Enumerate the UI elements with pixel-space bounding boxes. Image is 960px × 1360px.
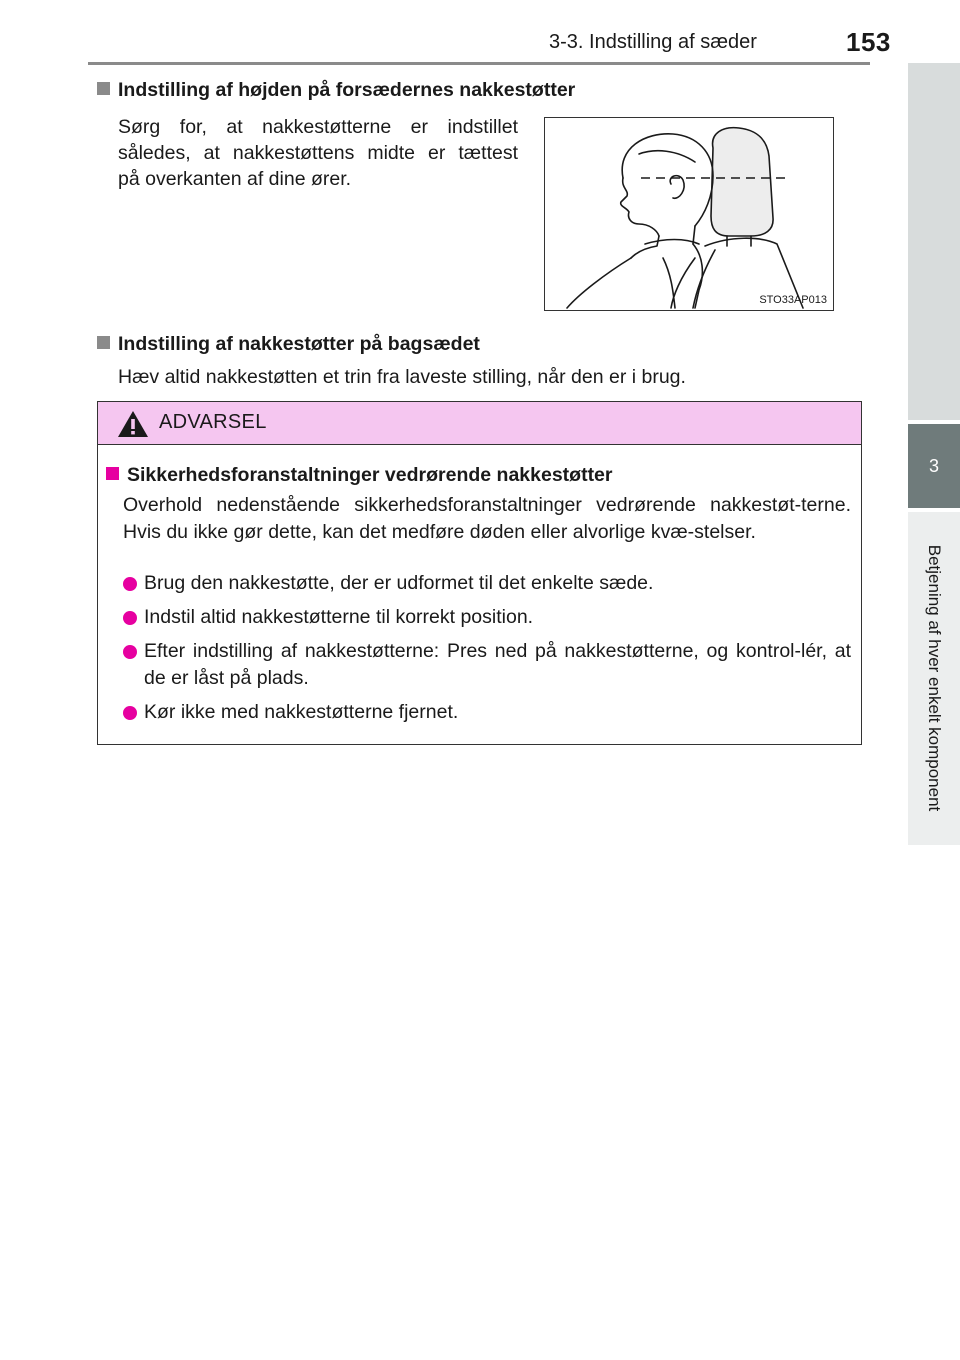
side-tab-top xyxy=(908,63,960,420)
warning-bullet: Kør ikke med nakkestøtterne fjernet. xyxy=(123,699,851,726)
header-section-title: 3-3. Indstilling af sæder xyxy=(549,31,757,53)
section-square-icon xyxy=(97,336,110,349)
warning-intro: Overhold nedenstående sikkerhedsforanstaltninger vedrørende nakkestøt-terne. Hvis du ikke gør dette, kan det medføre døden eller alvorlige kvæ-stelser. xyxy=(123,494,851,543)
warning-heading xyxy=(106,464,613,487)
headrest-illustration xyxy=(544,117,834,311)
section-heading-rear xyxy=(97,333,480,356)
warning-bullet-list xyxy=(123,570,851,733)
chapter-label: Betjening af hver enkelt komponent xyxy=(925,544,944,812)
page-number: 153 xyxy=(846,27,891,57)
warning-bullet: Brug den nakkestøtte, der er udformet til det enkelte sæde. xyxy=(123,570,851,597)
text-line: på overkanten af dine ører. xyxy=(118,168,352,190)
warning-box xyxy=(97,401,862,745)
chapter-label-tab xyxy=(908,512,960,845)
section-square-icon xyxy=(97,82,110,95)
text-line: Sørg for, at nakkestøtterne er indstillet xyxy=(118,116,518,138)
figure-code: STO33AP013 xyxy=(759,294,827,306)
header-divider xyxy=(88,62,870,65)
warning-heading-text: Sikkerhedsforanstaltninger vedrørende nakkestøtter xyxy=(127,464,613,486)
warning-square-icon xyxy=(106,467,119,480)
section-heading-front xyxy=(97,79,575,102)
section-heading-rear-text: Indstilling af nakkestøtter på bagsædet xyxy=(118,333,480,355)
warning-bullet: Indstil altid nakkestøtterne til korrekt position. xyxy=(123,604,851,631)
warning-header xyxy=(98,402,861,445)
warning-bullet: Efter indstilling af nakkestøtterne: Pres ned på nakkestøtterne, og kontrol-lér, at de er låst på plads. xyxy=(123,638,851,692)
warning-triangle-icon xyxy=(116,409,150,439)
headrest-diagram-icon xyxy=(545,118,832,309)
section-heading-front-text: Indstilling af højden på forsædernes nakkestøtter xyxy=(118,79,576,101)
text-line: således, at nakkestøttens midte er tættest xyxy=(118,142,518,164)
section-text-rear: Hæv altid nakkestøtten et trin fra laveste stilling, når den er i brug. xyxy=(118,366,686,388)
chapter-number: 3 xyxy=(908,424,960,508)
warning-title: ADVARSEL xyxy=(159,411,267,433)
section-text-front xyxy=(118,114,518,192)
